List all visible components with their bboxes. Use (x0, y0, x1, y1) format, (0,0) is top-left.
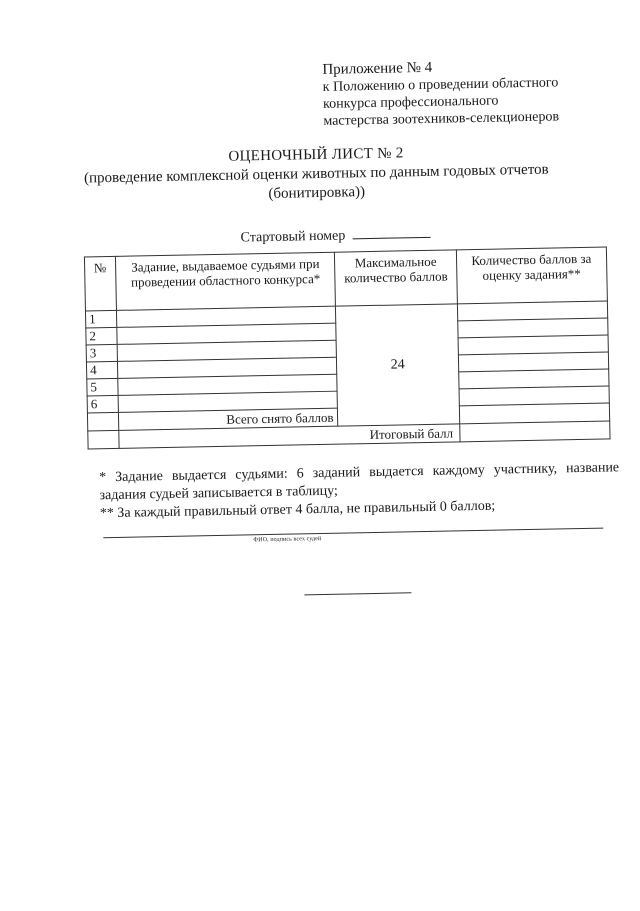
document-title (56, 141, 577, 208)
final-num-cell (88, 430, 119, 449)
score-table (84, 246, 611, 449)
row-number: 1 (85, 310, 116, 328)
row-number: 6 (87, 395, 118, 413)
appendix-line-2: к Положению о проведении областного (322, 75, 559, 95)
header-num: № (84, 256, 116, 311)
final-score-cell[interactable] (459, 421, 610, 442)
footnote-2: ** За каждый правильный ответ 4 балла, не правильный 0 баллов; (99, 498, 496, 522)
title-sub-1: (проведение комплексной оценки животных по данным годовых отчетов (83, 161, 549, 187)
footnotes (99, 459, 620, 523)
row-number: 4 (86, 361, 117, 379)
final-label: Итоговый балл (119, 424, 460, 449)
appendix-block (322, 56, 613, 130)
appendix-line-3: конкурса профессионального (322, 93, 499, 112)
total-label: Всего снято баллов (118, 408, 338, 430)
signature-line[interactable] (103, 528, 603, 539)
footnote-1: * Задание выдается судьями: 6 заданий выдается каждому участнику, название задания судьей записывается в таблицу; (99, 460, 620, 504)
title-sub-2: (бонитировка)) (268, 184, 366, 202)
row-number: 5 (87, 378, 118, 396)
start-number-blank[interactable] (353, 226, 431, 239)
title-main: ОЦЕНОЧНЫЙ ЛИСТ № 2 (228, 145, 404, 165)
signature-caption: ФИО, подпись всех судей (253, 536, 322, 544)
header-max: Максимальное количество баллов (335, 250, 457, 306)
row-number: 3 (86, 344, 117, 362)
max-score-cell: 24 (336, 304, 460, 426)
start-number-label: Стартовый номер (240, 228, 346, 246)
appendix-line-4: мастерства зоотехников-селекционеров (323, 109, 560, 129)
total-num-cell (87, 412, 118, 431)
short-line (304, 592, 411, 595)
start-number (240, 226, 431, 247)
appendix-number: Приложение № 4 (322, 59, 433, 78)
row-number: 2 (86, 327, 117, 345)
header-task: Задание, выдаваемое судьями при проведении областного конкурса* (115, 252, 335, 310)
table-header-row (84, 247, 607, 311)
header-score: Количество баллов за оценку задания** (456, 247, 607, 304)
